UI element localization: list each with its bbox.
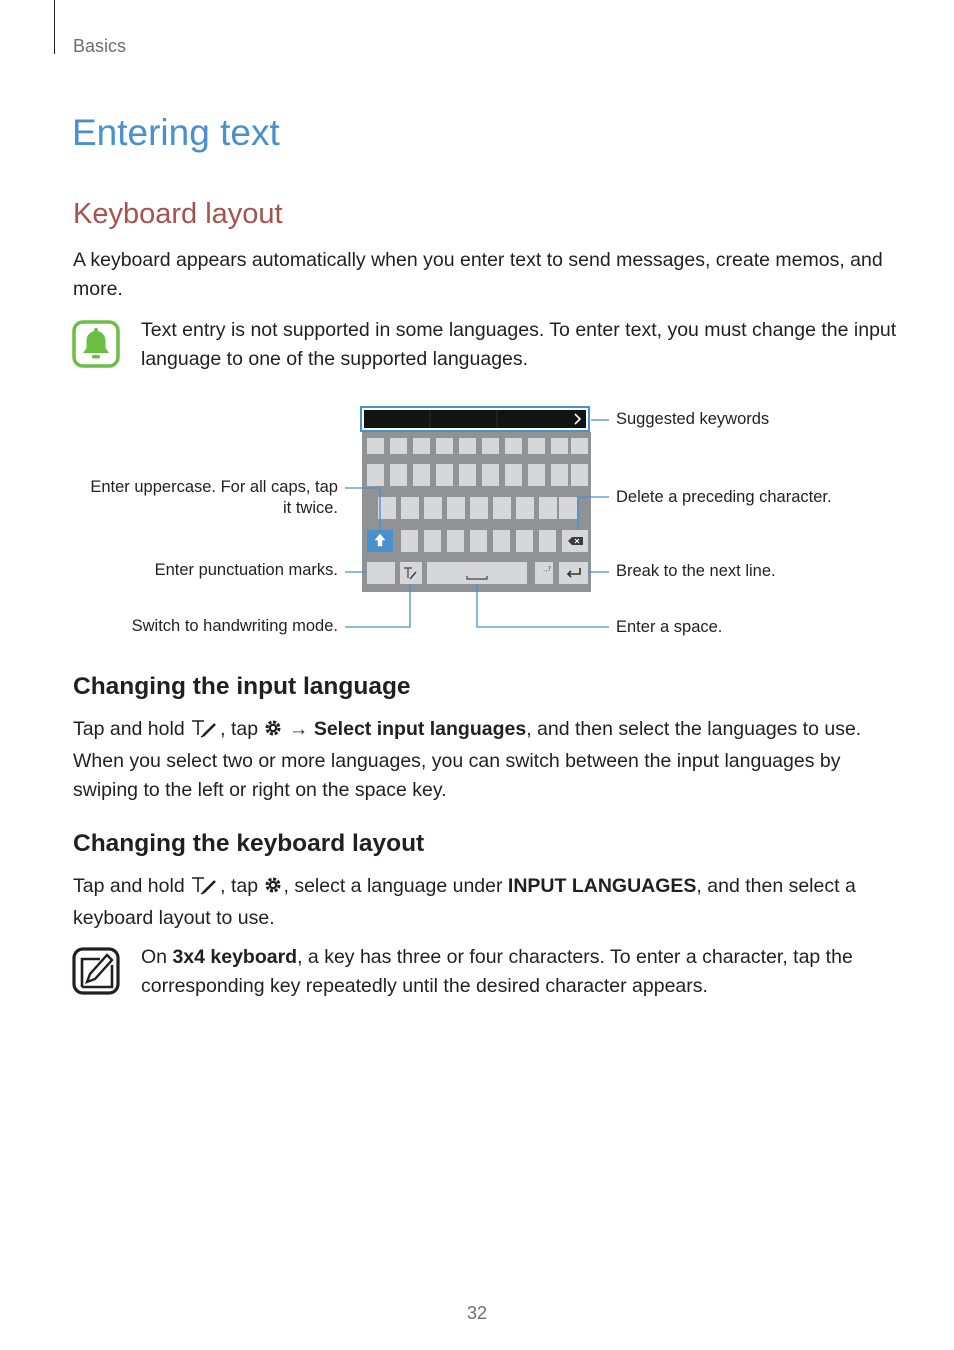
input-language-heading: Changing the input language [73,673,411,700]
keyboard-layout-change-paragraph: Tap and hold , tap , select a language under INPUT LANGUAGES, and then select a keyboard layout to use. [73,875,856,929]
keyboard-diagram [0,400,954,650]
page-number: 32 [466,1303,488,1323]
callout-handwriting: Switch to handwriting mode. [131,617,338,635]
callout-suggested-keywords: Suggested keywords [616,410,770,428]
callout-break: Break to the next line. [616,562,776,580]
page-title: Entering text [72,112,280,153]
input-language-paragraph: Tap and hold , tap → Select input languages, and then select the languages to use. When you select two or more languages, you can switch between the input languages by swiping to the left or right on the space key. [73,718,862,801]
handwriting-icon [190,718,220,747]
shift-key [367,530,393,552]
section-label: Basics [73,36,127,56]
callout-space: Enter a space. [616,618,723,636]
bell-icon [72,320,120,368]
handwriting-icon [190,875,220,904]
svg-text:.,?: .,? [543,565,552,573]
pencil-note-icon [72,947,120,995]
callout-uppercase-line2: it twice. [282,499,338,517]
callout-uppercase [60,477,338,519]
callout-punctuation: Enter punctuation marks. [154,561,338,579]
intro-paragraph: A keyboard appears automatically when you enter text to send messages, create memos, and more. [73,249,883,300]
callout-uppercase-line1: Enter uppercase. For all caps, tap [90,478,338,496]
delete-key [562,530,588,552]
tip-text: On 3x4 keyboard, a key has three or four characters. To enter a character, tap the corresponding key repeatedly until the desired character appears. [141,946,853,997]
gear-icon [263,718,283,747]
note-text: Text entry is not supported in some languages. To enter text, you must change the input language to one of the supported languages. [141,319,897,370]
callout-delete: Delete a preceding character. [616,488,832,506]
keyboard-layout-heading: Keyboard layout [73,198,283,230]
gear-icon [263,875,283,904]
header-rule [54,0,55,54]
suggestion-bar [361,407,589,431]
keyboard-layout-change-heading: Changing the keyboard layout [73,830,425,857]
